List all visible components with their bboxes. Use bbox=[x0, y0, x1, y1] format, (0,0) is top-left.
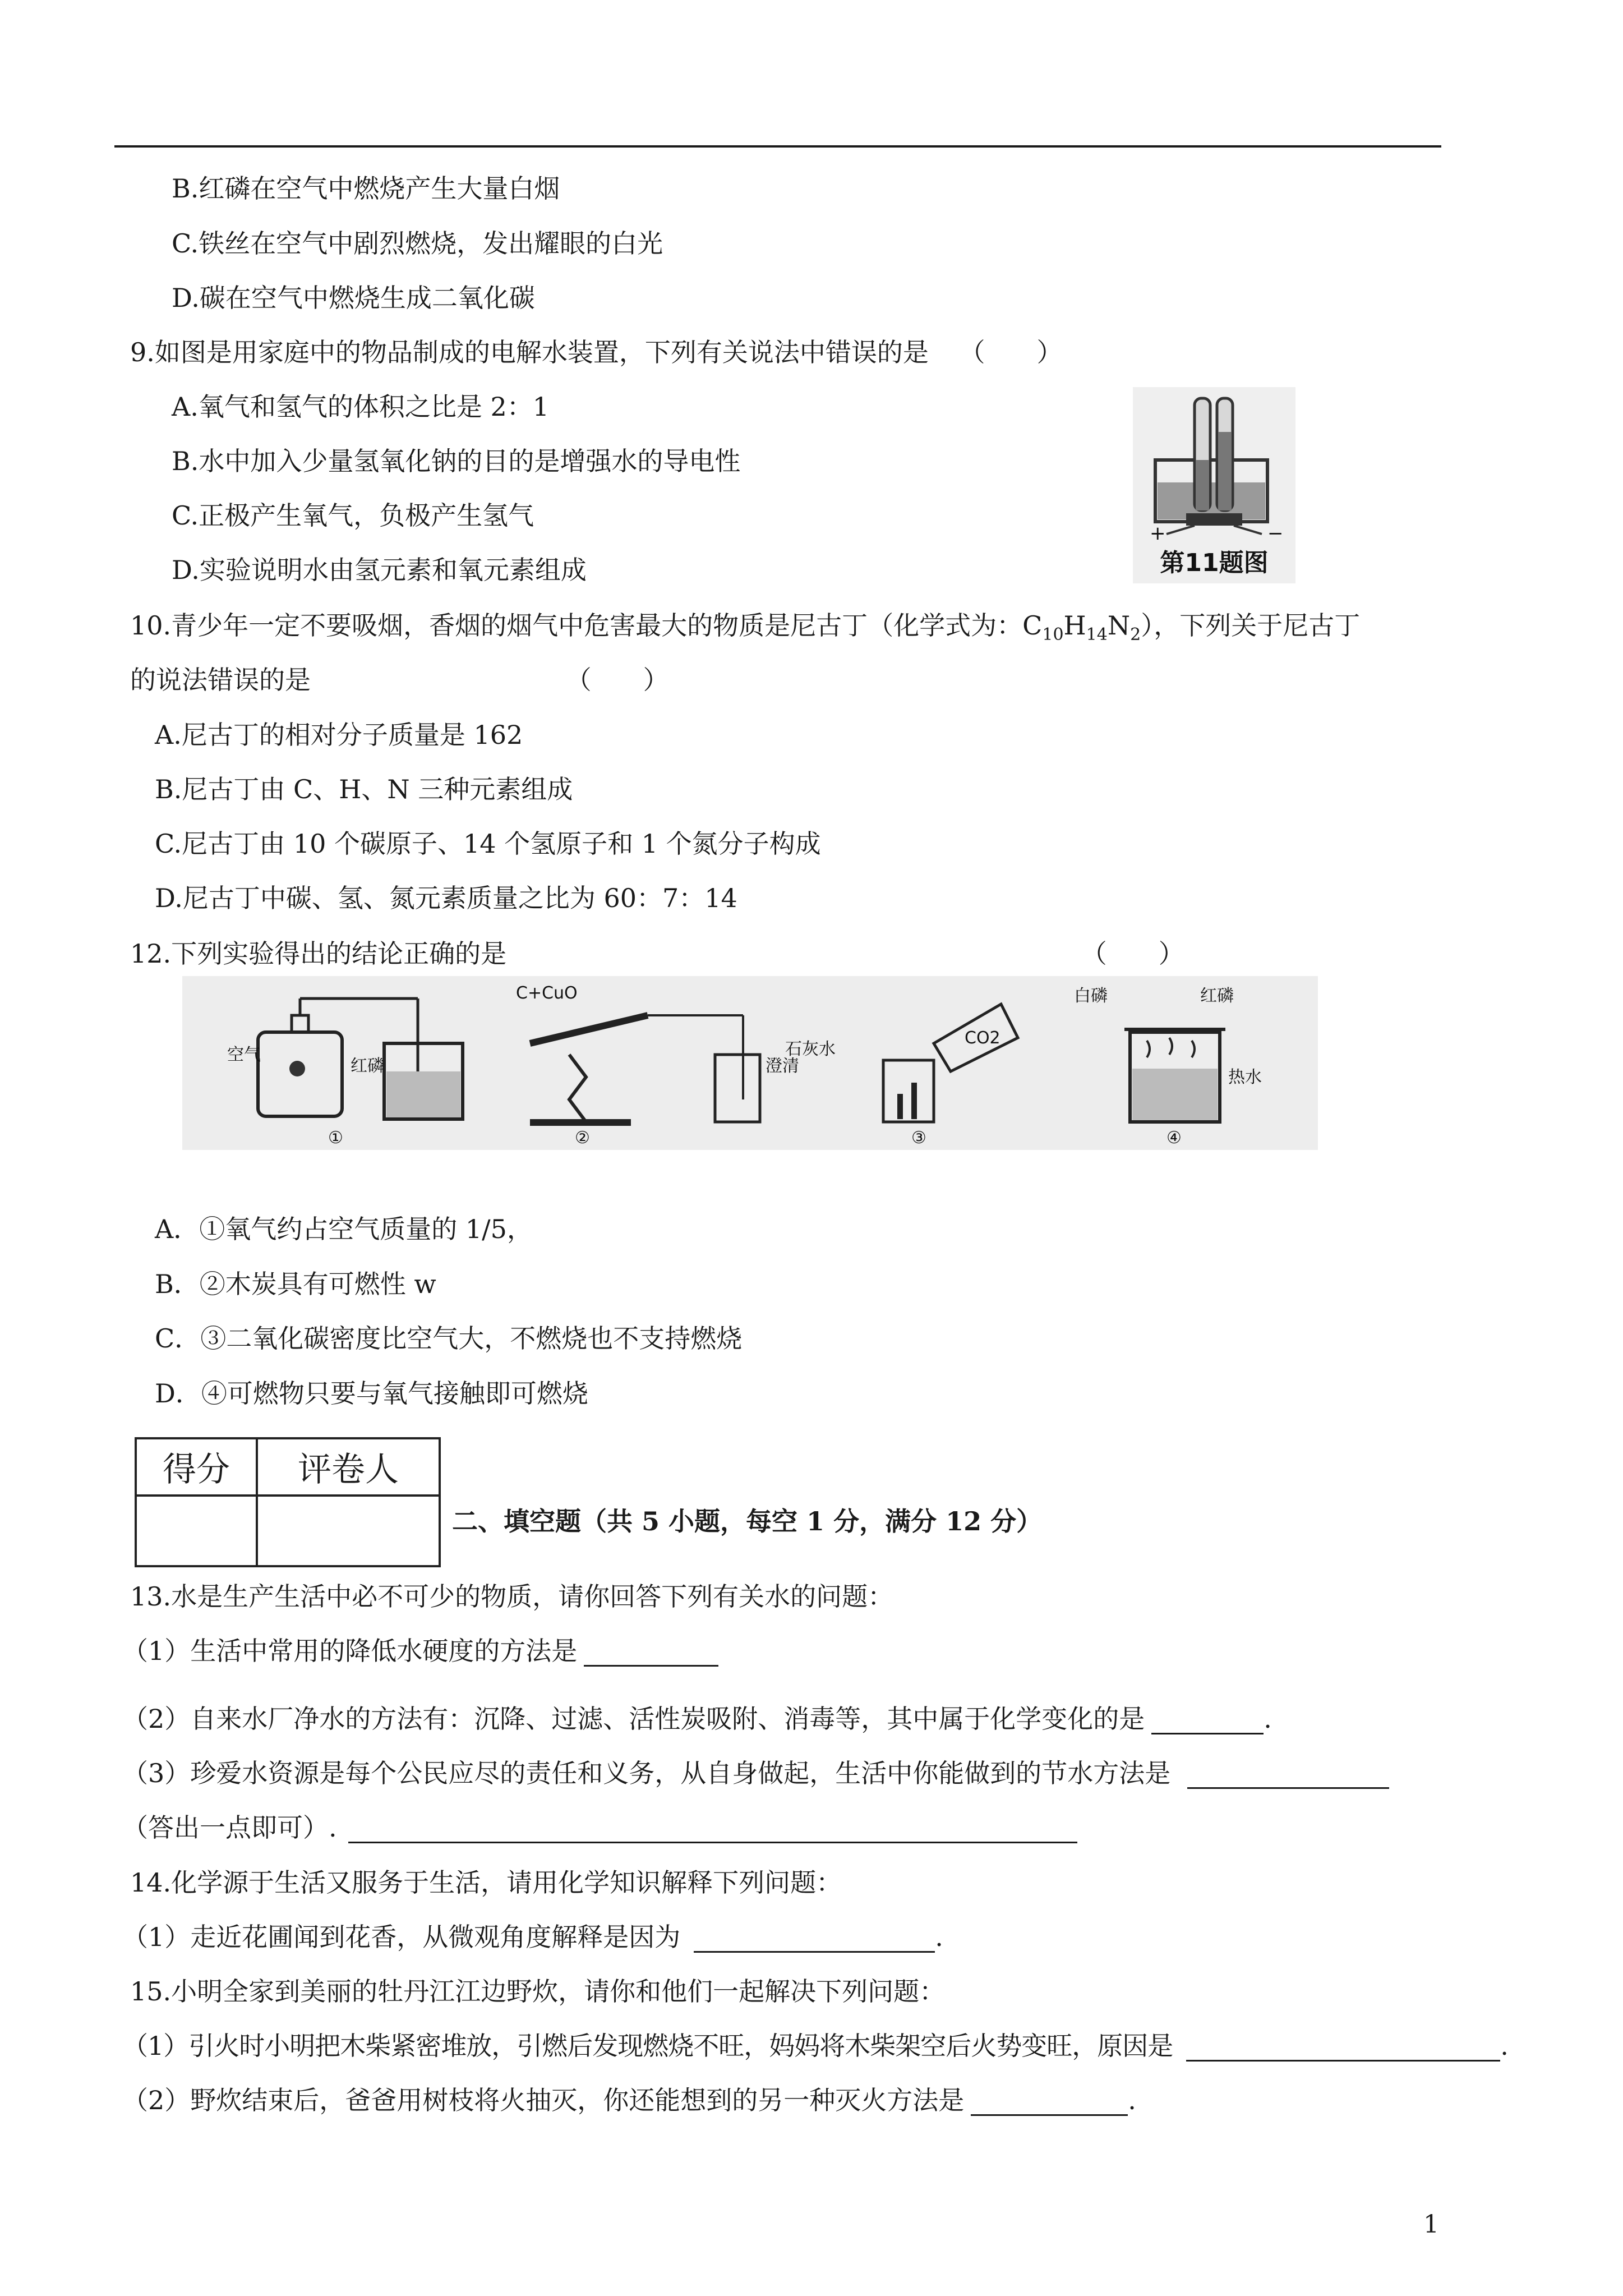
q15-part2 bbox=[122, 2085, 1136, 2116]
q10-stem-line1 bbox=[130, 610, 1360, 651]
q10-option-a: A.尼古丁的相对分子质量是 162 bbox=[155, 720, 523, 750]
q10-subscript-n: 2 bbox=[1130, 625, 1141, 645]
score-header: 得分 bbox=[136, 1438, 257, 1496]
q15-part2-text: （2）野炊结束后，爸爸用树枝将火抽灭，你还能想到的另一种灭火方法是 bbox=[122, 2085, 965, 2115]
q13-part3-text: （3）珍爱水资源是每个公民应尽的责任和义务，从自身做起，生活中你能做到的节水方法是 bbox=[122, 1758, 1171, 1788]
label-air: 空气 bbox=[227, 1045, 261, 1065]
q13-part1 bbox=[122, 1635, 718, 1667]
q13-blank-1[interactable] bbox=[584, 1640, 718, 1667]
q10-stem-line2-text: 的说法错误的是 bbox=[130, 665, 311, 695]
q10-subscript-h: 14 bbox=[1086, 625, 1108, 645]
label-hot-water: 热水 bbox=[1228, 1068, 1262, 1087]
q10-subscript-c: 10 bbox=[1042, 625, 1064, 645]
q9-option-b: B.水中加入少量氢氧化钠的目的是增强水的导电性 bbox=[172, 446, 741, 476]
q14-blank-1[interactable] bbox=[694, 1926, 935, 1953]
grader-header: 评卷人 bbox=[257, 1438, 440, 1496]
q13-part2 bbox=[122, 1703, 1272, 1734]
label-limewater-1: 澄清 bbox=[766, 1056, 799, 1076]
label-experiment-3: ③ bbox=[911, 1128, 926, 1148]
section2-title: 二、填空题（共 5 小题，每空 1 分，满分 12 分） bbox=[452, 1506, 1043, 1536]
label-limewater-2: 石灰水 bbox=[785, 1039, 836, 1059]
negative-terminal-label: − bbox=[1267, 522, 1284, 545]
score-cell[interactable] bbox=[136, 1496, 257, 1566]
q13-part3-cont-text: （答出一点即可）. bbox=[122, 1812, 337, 1843]
q13-part2-text: （2）自来水厂净水的方法有：沉降、过滤、活性炭吸附、消毒等，其中属于化学变化的是 bbox=[122, 1704, 1145, 1734]
q15-part1-text: （1）引火时小明把木柴紧密堆放，引燃后发现燃烧不旺，妈妈将木柴架空后火势变旺，原因是 bbox=[122, 2031, 1173, 2061]
q14-part1-end: . bbox=[935, 1922, 943, 1952]
label-white-phosphorus: 白磷 bbox=[1074, 986, 1108, 1006]
positive-terminal-label: + bbox=[1150, 522, 1166, 545]
score-table bbox=[135, 1437, 441, 1567]
q12-option-c: C．③二氧化碳密度比空气大，不燃烧也不支持燃烧 bbox=[155, 1323, 743, 1354]
q14-part1 bbox=[122, 1921, 943, 1953]
q12-option-d: D．④可燃物只要与氧气接触即可燃烧 bbox=[155, 1378, 588, 1409]
q12-option-a: A．①氧气约占空气质量的 1/5， bbox=[155, 1214, 533, 1244]
q15-blank-2[interactable] bbox=[971, 2090, 1128, 2116]
q13-part3 bbox=[122, 1757, 1389, 1789]
q15-part1-end: . bbox=[1500, 2031, 1508, 2061]
q8-option-d: D.碳在空气中燃烧生成二氧化碳 bbox=[172, 283, 535, 313]
q13-stem: 13.水是生产生活中必不可少的物质，请你回答下列有关水的问题： bbox=[130, 1581, 894, 1612]
q12-answer-bracket: （ ） bbox=[1081, 938, 1184, 969]
q12-option-b: B．②木炭具有可燃性 w bbox=[155, 1269, 436, 1299]
label-experiment-4: ④ bbox=[1166, 1128, 1182, 1148]
q10-stem-text: 10.青少年一定不要吸烟，香烟的烟气中危害最大的物质是尼古丁（化学式为：C bbox=[130, 610, 1043, 641]
q12-stem bbox=[130, 938, 1184, 969]
q13-part3-cont bbox=[122, 1812, 1077, 1843]
q10-formula-n: N bbox=[1107, 610, 1131, 641]
q12-stem-text: 12.下列实验得出的结论正确的是 bbox=[130, 938, 507, 969]
q9-answer-bracket: （ ） bbox=[959, 337, 1063, 367]
q9-option-a: A.氧气和氢气的体积之比是 2：1 bbox=[172, 392, 549, 422]
page-number: 1 bbox=[1423, 2210, 1439, 2239]
q14-stem: 14.化学源于生活又服务于生活，请用化学知识解释下列问题： bbox=[130, 1867, 842, 1898]
header-rule bbox=[114, 145, 1441, 148]
label-co2: CO2 bbox=[965, 1028, 1000, 1048]
label-red-phosphorus-2: 红磷 bbox=[1200, 986, 1234, 1006]
q13-blank-2[interactable] bbox=[1151, 1708, 1264, 1734]
label-experiment-1: ① bbox=[328, 1128, 343, 1148]
q15-part2-end: . bbox=[1128, 2085, 1136, 2115]
q13-part2-end: . bbox=[1264, 1704, 1272, 1734]
q8-option-b: B.红磷在空气中燃烧产生大量白烟 bbox=[172, 173, 560, 204]
q10-option-d: D.尼古丁中碳、氢、氮元素质量之比为 60：7：14 bbox=[155, 883, 737, 913]
q10-formula-h: H bbox=[1063, 610, 1086, 641]
q9-option-d: D.实验说明水由氢元素和氧元素组成 bbox=[172, 555, 587, 585]
q9-stem bbox=[130, 337, 1063, 368]
q15-blank-1[interactable] bbox=[1186, 2035, 1500, 2062]
q15-stem: 15.小明全家到美丽的牡丹江江边野炊，请你和他们一起解决下列问题： bbox=[130, 1976, 946, 2007]
q10-stem-text-end: ），下列关于尼古丁 bbox=[1141, 610, 1361, 641]
q13-part1-text: （1）生活中常用的降低水硬度的方法是 bbox=[122, 1636, 578, 1666]
q13-blank-3[interactable] bbox=[1187, 1763, 1389, 1789]
q9-stem-text: 9.如图是用家庭中的物品制成的电解水装置，下列有关说法中错误的是 bbox=[130, 337, 929, 367]
q10-stem-line2 bbox=[130, 664, 669, 696]
q10-answer-bracket: （ ） bbox=[565, 665, 669, 695]
label-red-phosphorus: 红磷 bbox=[351, 1056, 384, 1076]
q13-blank-3b[interactable] bbox=[348, 1817, 1077, 1843]
q15-part1 bbox=[122, 2030, 1508, 2062]
figure-caption: 第11题图 bbox=[1160, 549, 1269, 577]
experiments-figure bbox=[182, 976, 1318, 1150]
q10-option-b: B.尼古丁由 C、H、N 三种元素组成 bbox=[155, 774, 573, 804]
electrolysis-apparatus-figure bbox=[1133, 387, 1295, 583]
label-experiment-2: ② bbox=[575, 1128, 590, 1148]
q9-option-c: C.正极产生氧气，负极产生氢气 bbox=[172, 500, 534, 531]
grader-cell[interactable] bbox=[257, 1496, 440, 1566]
q14-part1-text: （1）走近花圃闻到花香，从微观角度解释是因为 bbox=[122, 1922, 681, 1952]
q10-option-c: C.尼古丁由 10 个碳原子、14 个氢原子和 1 个氮分子构成 bbox=[155, 829, 821, 859]
label-c-cuo: C+CuO bbox=[516, 983, 578, 1003]
q8-option-c: C.铁丝在空气中剧烈燃烧，发出耀眼的白光 bbox=[172, 228, 663, 259]
